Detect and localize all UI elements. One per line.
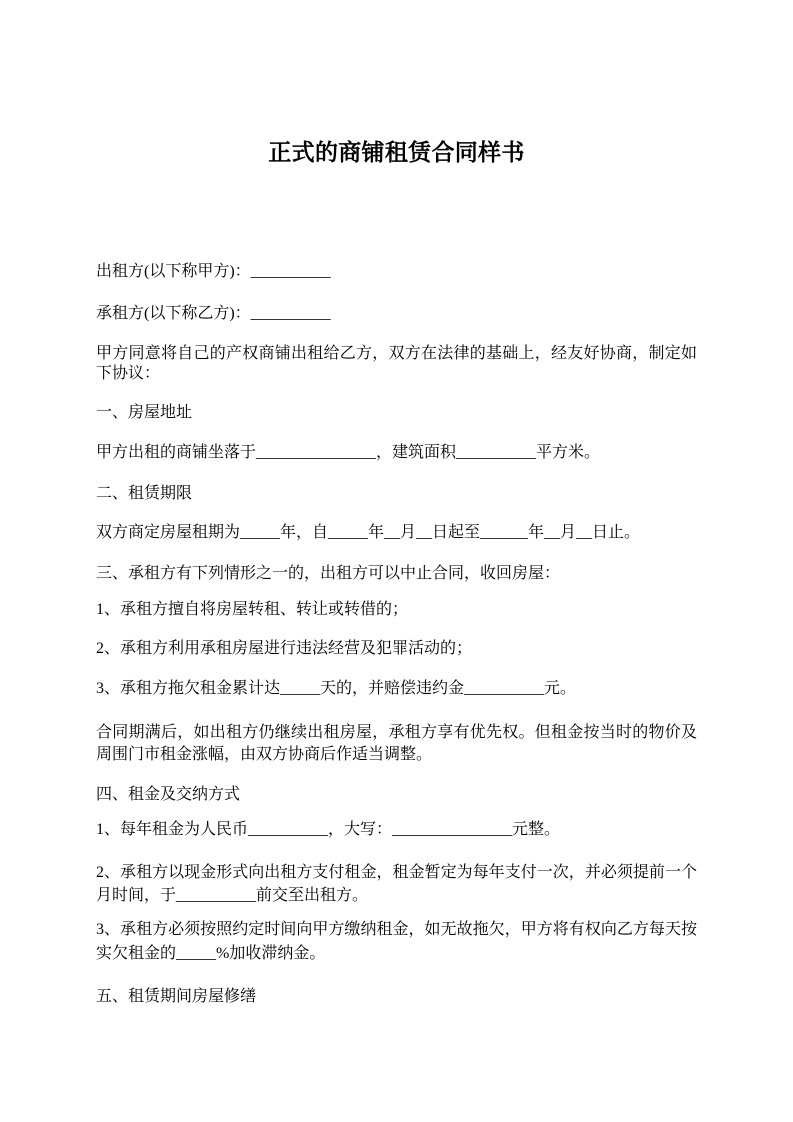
document-title: 正式的商铺租赁合同样书 [268, 139, 525, 165]
section-heading-address [96, 402, 697, 424]
paragraph-line: 1、每年租金为人民币__________，大写：_______________元整。 [96, 821, 561, 838]
rent-item-3 [96, 918, 697, 966]
paragraph-line: 实欠租金的_____%加收滞纳金。 [96, 945, 326, 962]
paragraph-line: 1、承租方擅自将房屋转租、转让或转借的； [96, 601, 409, 618]
paragraph-line: 甲方同意将自己的产权商铺出租给乙方，双方在法律的基础上，经友好协商，制定如 [96, 345, 697, 362]
renewal-clause [96, 722, 697, 766]
paragraph-line: 甲方出租的商铺坐落于_______________，建筑面积__________平方米。 [96, 444, 601, 461]
termination-item-2 [96, 638, 697, 660]
rent-item-2 [96, 861, 697, 907]
paragraph-line: 月时间，于__________前交至出租方。 [96, 887, 369, 904]
paragraph-line: 2、承租方以现金形式向出租方支付租金，租金暂定为每年支付一次，并必须提前一个 [96, 864, 697, 881]
heading-text: 四、租金及交纳方式 [96, 786, 241, 803]
termination-item-3 [96, 678, 697, 700]
lessor-field [96, 261, 697, 283]
paragraph-line: 2、承租方利用承租房屋进行违法经营及犯罪活动的； [96, 640, 473, 657]
paragraph-line: 出租方(以下称甲方)：__________ [96, 263, 331, 280]
section-heading-repair [96, 986, 697, 1008]
paragraph-line: 下协议： [96, 365, 161, 382]
term-clause [96, 522, 697, 544]
paragraph-line: 3、承租方拖欠租金累计达_____天的，并赔偿违约金__________元。 [96, 680, 577, 697]
termination-item-1 [96, 599, 697, 621]
heading-text: 三、承租方有下列情形之一的，出租方可以中止合同，收回房屋： [96, 565, 561, 582]
heading-text: 一、房屋地址 [96, 404, 193, 421]
paragraph-line: 承租方(以下称乙方)：__________ [96, 305, 331, 322]
lessee-field [96, 303, 697, 325]
paragraph-line: 合同期满后，如出租方仍继续出租房屋，承租方享有优先权。但租金按当时的物价及 [96, 724, 697, 741]
agreement-intro [96, 344, 697, 384]
paragraph-line: 3、承租方必须按照约定时间向甲方缴纳租金，如无故拖欠，甲方将有权向乙方每天按 [96, 921, 697, 938]
section-heading-rent [96, 784, 697, 806]
section-heading-termination [96, 563, 697, 585]
heading-text: 五、租赁期间房屋修缮 [96, 988, 257, 1005]
address-clause [96, 442, 697, 464]
paragraph-line: 周围门市租金涨幅，由双方协商后作适当调整。 [96, 746, 433, 763]
rent-item-1 [96, 819, 697, 841]
heading-text: 二、租赁期限 [96, 485, 193, 502]
paragraph-line: 双方商定房屋租期为_____年，自_____年__月__日起至______年__月__日止。 [96, 524, 641, 541]
section-heading-term [96, 483, 697, 505]
